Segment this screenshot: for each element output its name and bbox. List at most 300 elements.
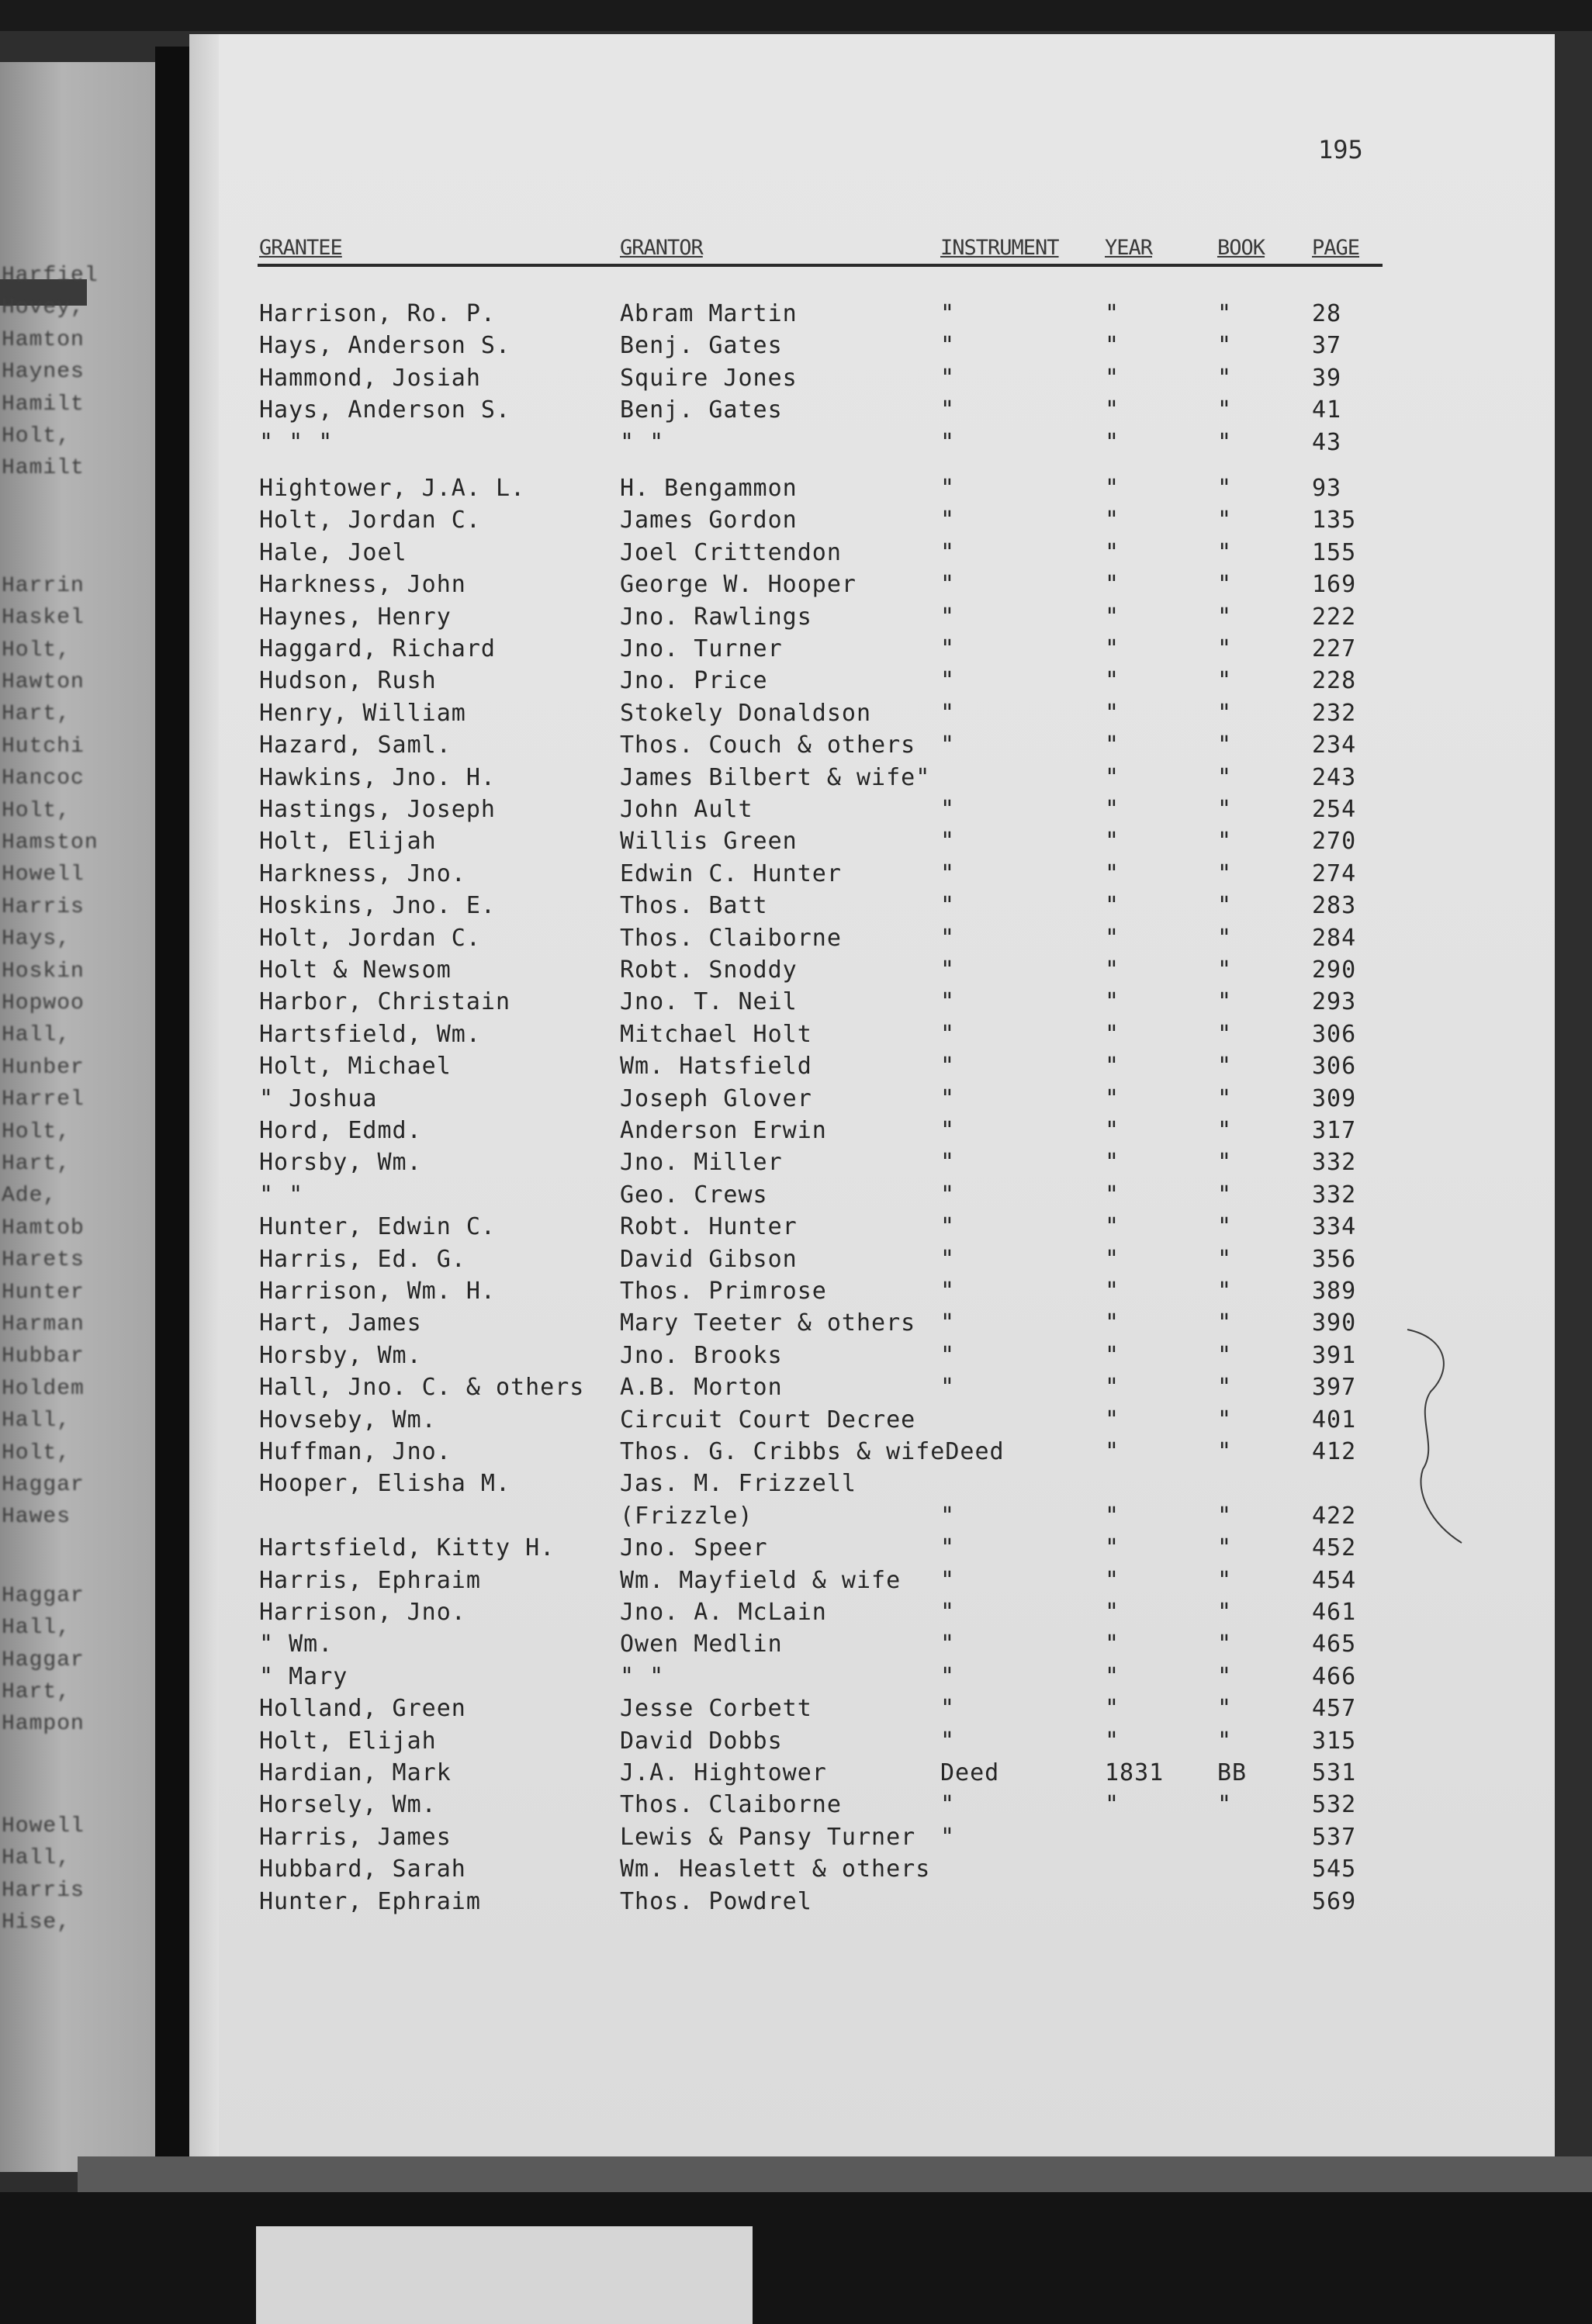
cell-page: 412 <box>1312 1438 1357 1465</box>
cell-book: " <box>1217 988 1233 1016</box>
cell-grantor: Thos. Claiborne <box>620 1791 842 1819</box>
cell-grantee: Harkness, Jno. <box>259 859 466 887</box>
cell-instrument: " <box>940 1823 956 1851</box>
cell-book: " <box>1217 1245 1233 1273</box>
cell-book: " <box>1217 1374 1233 1402</box>
cell-book: " <box>1217 1406 1233 1433</box>
cell-year: " <box>1105 988 1120 1016</box>
table-row <box>189 1693 1555 1724</box>
table-row <box>189 1725 1555 1757</box>
cell-book: " <box>1217 731 1233 759</box>
cell-page: 466 <box>1312 1662 1357 1690</box>
book-gutter <box>155 47 189 2219</box>
cell-year: " <box>1105 1278 1120 1305</box>
cell-book: " <box>1217 796 1233 823</box>
cell-year: 1831 <box>1105 1759 1165 1786</box>
cell-grantee: Hooper, Elisha M. <box>259 1470 511 1498</box>
cell-grantor: Jno. Miller <box>620 1149 783 1177</box>
cell-page: 315 <box>1312 1727 1357 1755</box>
film-strip-bottom <box>78 2156 1592 2192</box>
cell-instrument: " <box>940 1117 956 1144</box>
cell-page: 531 <box>1312 1759 1357 1786</box>
cell-year: " <box>1105 428 1120 456</box>
cell-page: 41 <box>1312 396 1342 424</box>
cell-grantee: Harrison, Jno. <box>259 1599 466 1626</box>
cell-year: " <box>1105 1084 1120 1112</box>
left-page-fragment: Hall, <box>2 1023 71 1048</box>
cell-year: " <box>1105 1566 1120 1594</box>
cell-year: " <box>1105 1309 1120 1337</box>
cell-instrument: " <box>940 828 956 856</box>
cell-year: " <box>1105 1502 1120 1530</box>
cell-instrument: " <box>940 364 956 392</box>
cell-book: " <box>1217 892 1233 920</box>
cell-grantee: Hightower, J.A. L. <box>259 475 526 502</box>
cell-grantor: Jno. Price <box>620 667 768 695</box>
cell-grantor: Thos. Primrose <box>620 1278 827 1305</box>
cell-page: 569 <box>1312 1887 1357 1915</box>
cell-grantor: (Frizzle) <box>620 1502 753 1530</box>
film-border-top <box>0 0 1592 31</box>
cell-page: 284 <box>1312 924 1357 952</box>
cell-page: 28 <box>1312 300 1342 327</box>
cell-grantor: Thos. Batt <box>620 892 768 920</box>
left-page-fragment: Howell <box>2 1814 85 1838</box>
table-row <box>189 569 1555 600</box>
cell-grantee: Henry, William <box>259 699 466 727</box>
cell-year: " <box>1105 1406 1120 1433</box>
table-row <box>189 601 1555 633</box>
cell-grantee: Hays, Anderson S. <box>259 396 511 424</box>
left-facing-page <box>0 62 155 2172</box>
header-grantee: GRANTEE <box>259 236 342 260</box>
cell-instrument: " <box>940 1213 956 1241</box>
cell-grantee: " Wm. <box>259 1631 334 1658</box>
cell-grantor: Benj. Gates <box>620 332 783 360</box>
cell-book: " <box>1217 828 1233 856</box>
cell-book: " <box>1217 396 1233 424</box>
table-row <box>189 1886 1555 1918</box>
cell-year: " <box>1105 538 1120 566</box>
table-row <box>189 825 1555 857</box>
cell-year: " <box>1105 859 1120 887</box>
cell-year: " <box>1105 1727 1120 1755</box>
cell-book: " <box>1217 1020 1233 1048</box>
header-page: PAGE <box>1312 236 1360 260</box>
cell-grantee: Hubbard, Sarah <box>259 1855 466 1883</box>
left-page-fragment: Haggar <box>2 1473 85 1497</box>
cell-page: 306 <box>1312 1020 1357 1048</box>
cell-instrument: " <box>940 1502 956 1530</box>
cell-year: " <box>1105 1374 1120 1402</box>
cell-page: 254 <box>1312 796 1357 823</box>
cell-instrument: " <box>940 332 956 360</box>
cell-grantor: Thos. Claiborne <box>620 924 842 952</box>
cell-grantee: Harrison, Ro. P. <box>259 300 496 327</box>
cell-book: " <box>1217 1053 1233 1081</box>
cell-grantee: Holt, Jordan C. <box>259 924 481 952</box>
cell-grantee: Harris, Ed. G. <box>259 1245 466 1273</box>
cell-year: " <box>1105 1181 1120 1209</box>
cell-instrument: " <box>940 603 956 631</box>
left-page-fragment: Harman <box>2 1312 85 1337</box>
table-row <box>189 394 1555 426</box>
cell-page: 457 <box>1312 1695 1357 1723</box>
cell-grantee: Hays, Anderson S. <box>259 332 511 360</box>
cell-page: 422 <box>1312 1502 1357 1530</box>
header-instrument: INSTRUMENT <box>940 236 1059 260</box>
left-page-fragment: Hamston <box>2 831 99 855</box>
cell-instrument: " <box>940 956 956 984</box>
table-row <box>189 729 1555 761</box>
cell-instrument: " <box>940 1278 956 1305</box>
header-book: BOOK <box>1217 236 1265 260</box>
cell-instrument: " <box>940 731 956 759</box>
table-row <box>189 1243 1555 1275</box>
cell-year: " <box>1105 364 1120 392</box>
cell-grantor: Jno. T. Neil <box>620 988 798 1016</box>
table-row <box>189 1436 1555 1468</box>
left-page-fragment: Hopwoo <box>2 991 85 1015</box>
cell-grantee: Holt, Michael <box>259 1053 452 1081</box>
table-row <box>189 1404 1555 1436</box>
cell-book: " <box>1217 1791 1233 1819</box>
cell-year: " <box>1105 1791 1120 1819</box>
table-row <box>189 1596 1555 1628</box>
cell-year: " <box>1105 1245 1120 1273</box>
cell-book: " <box>1217 1566 1233 1594</box>
table-row <box>189 1340 1555 1371</box>
cell-grantee: Holt & Newsom <box>259 956 452 984</box>
cell-page: 93 <box>1312 475 1342 502</box>
cell-year: " <box>1105 731 1120 759</box>
table-row <box>189 504 1555 536</box>
cell-grantee: Harkness, John <box>259 571 466 599</box>
cell-instrument: " <box>940 1149 956 1177</box>
cell-page: 461 <box>1312 1599 1357 1626</box>
cell-grantee: Hale, Joel <box>259 538 407 566</box>
cell-grantor: Thos. Powdrel <box>620 1887 812 1915</box>
left-page-fragment: Hall, <box>2 1616 71 1641</box>
table-row <box>189 1307 1555 1339</box>
cell-book: " <box>1217 1278 1233 1305</box>
cell-book: " <box>1217 924 1233 952</box>
table-row <box>189 1018 1555 1050</box>
left-page-fragment: Hoskin <box>2 959 85 984</box>
left-page-fragment: Hutchi <box>2 734 85 759</box>
cell-grantor: Geo. Crews <box>620 1181 768 1209</box>
ledger-page <box>189 34 1555 2160</box>
cell-grantor: " " <box>620 1662 665 1690</box>
cell-page: 389 <box>1312 1278 1357 1305</box>
left-page-fragment: Holt, <box>2 424 71 448</box>
cell-year: " <box>1105 1117 1120 1144</box>
table-row <box>189 1275 1555 1307</box>
cell-instrument: " <box>940 1599 956 1626</box>
table-row <box>189 1661 1555 1693</box>
table-row <box>189 1179 1555 1211</box>
left-page-fragment: Ade, <box>2 1184 57 1209</box>
table-row <box>189 1821 1555 1853</box>
cell-book: " <box>1217 1727 1233 1755</box>
cell-grantor: Benj. Gates <box>620 396 783 424</box>
cell-instrument: " <box>940 924 956 952</box>
cell-grantee: Hart, James <box>259 1309 422 1337</box>
film-border-bottom <box>0 2192 1592 2324</box>
left-page-fragment: Hall, <box>2 1846 71 1871</box>
cell-instrument: " <box>940 988 956 1016</box>
cell-book: " <box>1217 1695 1233 1723</box>
left-page-fragment: Hise, <box>2 1911 71 1935</box>
cell-grantor: Owen Medlin <box>620 1631 783 1658</box>
table-row <box>189 954 1555 986</box>
cell-year: " <box>1105 1662 1120 1690</box>
cell-page: 135 <box>1312 507 1357 534</box>
cell-grantor: Stokely Donaldson <box>620 699 872 727</box>
cell-instrument: " <box>940 1631 956 1658</box>
cell-instrument: " <box>940 300 956 327</box>
left-page-fragment: Haggar <box>2 1583 85 1608</box>
cell-page: 243 <box>1312 763 1357 791</box>
cell-book: " <box>1217 1309 1233 1337</box>
cell-instrument: " <box>940 1566 956 1594</box>
cell-instrument: " <box>940 635 956 662</box>
cell-page: 545 <box>1312 1855 1357 1883</box>
cell-page: 390 <box>1312 1309 1357 1337</box>
cell-grantor: Thos. G. Cribbs & wifeDeed <box>620 1438 1005 1465</box>
cell-book: " <box>1217 763 1233 791</box>
cell-book: " <box>1217 1599 1233 1626</box>
cell-grantee: Holt, Elijah <box>259 828 437 856</box>
cell-grantee: Hovseby, Wm. <box>259 1406 437 1433</box>
cell-instrument: " <box>940 1727 956 1755</box>
cell-book: " <box>1217 1084 1233 1112</box>
left-page-fragment: Hart, <box>2 1680 71 1704</box>
cell-instrument: " <box>940 1534 956 1562</box>
page-number: 195 <box>1318 135 1363 164</box>
cell-year: " <box>1105 507 1120 534</box>
cell-grantor: Circuit Court Decree <box>620 1406 916 1433</box>
left-page-fragment: Hays, <box>2 927 71 952</box>
cell-instrument: " <box>940 699 956 727</box>
left-page-fragment: Harets <box>2 1248 85 1273</box>
cell-grantor: Robt. Hunter <box>620 1213 798 1241</box>
cell-grantee: Holt, Jordan C. <box>259 507 481 534</box>
cell-book: " <box>1217 603 1233 631</box>
cell-year: " <box>1105 475 1120 502</box>
cell-grantee: Holt, Elijah <box>259 1727 437 1755</box>
table-row <box>189 922 1555 954</box>
cell-grantor: David Dobbs <box>620 1727 783 1755</box>
cell-book: " <box>1217 956 1233 984</box>
cell-grantee: " " " <box>259 428 334 456</box>
table-row <box>189 1050 1555 1082</box>
cell-grantee: " Mary <box>259 1662 348 1690</box>
cell-grantee: Hunter, Ephraim <box>259 1887 481 1915</box>
cell-year: " <box>1105 635 1120 662</box>
table-row <box>189 1371 1555 1403</box>
cell-grantee: Hartsfield, Kitty H. <box>259 1534 555 1562</box>
cell-instrument: " <box>940 1084 956 1112</box>
cell-grantee: " Joshua <box>259 1084 378 1112</box>
cell-grantor: Abram Martin <box>620 300 798 327</box>
cell-instrument: " <box>940 1374 956 1402</box>
left-page-fragment: Holt, <box>2 1440 71 1465</box>
cell-grantor: Wm. Hatsfield <box>620 1053 812 1081</box>
cell-page: 401 <box>1312 1406 1357 1433</box>
cell-page: 293 <box>1312 988 1357 1016</box>
cell-book: " <box>1217 699 1233 727</box>
cell-grantor: Edwin C. Hunter <box>620 859 842 887</box>
table-row <box>189 1115 1555 1146</box>
cell-grantee: Hall, Jno. C. & others <box>259 1374 585 1402</box>
cell-instrument: " <box>940 667 956 695</box>
cell-instrument: " <box>940 428 956 456</box>
cell-grantor: Jno. Brooks <box>620 1341 783 1369</box>
cell-book: BB <box>1217 1759 1248 1786</box>
table-row <box>189 1789 1555 1821</box>
cell-instrument: " <box>940 475 956 502</box>
cell-grantor: Wm. Mayfield & wife <box>620 1566 902 1594</box>
cell-grantee: Hardian, Mark <box>259 1759 452 1786</box>
header-grantor: GRANTOR <box>620 236 703 260</box>
cell-grantor: Jno. Turner <box>620 635 783 662</box>
table-row <box>189 472 1555 504</box>
cell-grantor: Anderson Erwin <box>620 1117 827 1144</box>
cell-book: " <box>1217 364 1233 392</box>
cell-page: 234 <box>1312 731 1357 759</box>
cell-instrument: " <box>940 1791 956 1819</box>
cell-book: " <box>1217 1181 1233 1209</box>
cell-grantee: Hazard, Saml. <box>259 731 452 759</box>
cell-grantor: H. Bengammon <box>620 475 798 502</box>
cell-grantee: Haynes, Henry <box>259 603 452 631</box>
left-page-fragment: Hart, <box>2 702 71 727</box>
cell-year: " <box>1105 396 1120 424</box>
cell-page: 452 <box>1312 1534 1357 1562</box>
cell-instrument: " <box>940 571 956 599</box>
left-page-fragment: Harfiel <box>2 264 99 288</box>
cell-grantor: Joel Crittendon <box>620 538 842 566</box>
cell-grantor: George W. Hooper <box>620 571 857 599</box>
left-page-fragment: Holdem <box>2 1376 85 1401</box>
cell-grantor: A.B. Morton <box>620 1374 783 1402</box>
cell-year: " <box>1105 828 1120 856</box>
left-page-fragment: Holt, <box>2 638 71 662</box>
ledger-table-body <box>189 34 1555 2160</box>
cell-grantee: Harris, Ephraim <box>259 1566 481 1594</box>
table-row <box>189 697 1555 729</box>
cell-grantor: Robt. Snoddy <box>620 956 798 984</box>
cell-year: " <box>1105 763 1120 791</box>
left-page-fragment: Hunter <box>2 1280 85 1305</box>
cell-instrument: Deed <box>940 1759 1000 1786</box>
cell-page: 39 <box>1312 364 1342 392</box>
cell-year: " <box>1105 956 1120 984</box>
cell-year: " <box>1105 1020 1120 1048</box>
cell-book: " <box>1217 332 1233 360</box>
cell-grantor: John Ault <box>620 796 753 823</box>
cell-grantee: Hunter, Edwin C. <box>259 1213 496 1241</box>
left-page-fragment: Hubbar <box>2 1344 85 1369</box>
cell-instrument: " <box>940 892 956 920</box>
left-page-fragment: Hall, <box>2 1409 71 1433</box>
table-row <box>189 986 1555 1018</box>
cell-page: 306 <box>1312 1053 1357 1081</box>
table-row <box>189 858 1555 890</box>
cell-book: " <box>1217 538 1233 566</box>
left-page-fragment: Harris <box>2 894 85 919</box>
table-row <box>189 794 1555 825</box>
cell-page: 232 <box>1312 699 1357 727</box>
cell-instrument: " <box>940 507 956 534</box>
cell-instrument: " <box>940 1695 956 1723</box>
table-row <box>189 1083 1555 1115</box>
cell-page: 169 <box>1312 571 1357 599</box>
cell-year: " <box>1105 571 1120 599</box>
left-page-fragment: Haynes <box>2 360 85 385</box>
table-row <box>189 665 1555 697</box>
left-page-fragment: Hamilt <box>2 392 85 417</box>
left-page-fragment: Hancoc <box>2 766 85 791</box>
cell-grantee: Harrison, Wm. H. <box>259 1278 496 1305</box>
cell-page: 37 <box>1312 332 1342 360</box>
cell-grantee: Horsby, Wm. <box>259 1149 422 1177</box>
cell-page: 397 <box>1312 1374 1357 1402</box>
cell-grantee: Hastings, Joseph <box>259 796 496 823</box>
table-row <box>189 1565 1555 1596</box>
cell-book: " <box>1217 1213 1233 1241</box>
table-row <box>189 1628 1555 1660</box>
table-row <box>189 1500 1555 1532</box>
left-page-fragment: Harrin <box>2 573 85 598</box>
cell-grantor: Joseph Glover <box>620 1084 812 1112</box>
cell-page: 391 <box>1312 1341 1357 1369</box>
cell-grantee: Harris, James <box>259 1823 452 1851</box>
left-page-fragment: Hamtob <box>2 1216 85 1240</box>
cell-page: 334 <box>1312 1213 1357 1241</box>
cell-grantee: Hudson, Rush <box>259 667 437 695</box>
cell-grantor: James Bilbert & wife" <box>620 763 931 791</box>
cell-instrument: " <box>940 1053 956 1081</box>
table-row <box>189 762 1555 794</box>
left-page-fragment: Holt, <box>2 798 71 823</box>
cell-book: " <box>1217 428 1233 456</box>
left-page-fragment: Hamton <box>2 327 85 352</box>
cell-grantee: Hord, Edmd. <box>259 1117 422 1144</box>
cell-book: " <box>1217 1502 1233 1530</box>
cell-page: 227 <box>1312 635 1357 662</box>
cell-grantor: David Gibson <box>620 1245 798 1273</box>
cell-instrument: " <box>940 796 956 823</box>
cell-grantor: Jno. Speer <box>620 1534 768 1562</box>
table-row <box>189 362 1555 394</box>
cell-year: " <box>1105 667 1120 695</box>
cell-year: " <box>1105 1341 1120 1369</box>
cell-grantor: " " <box>620 428 665 456</box>
left-page-fragment: Hampon <box>2 1712 85 1737</box>
table-row <box>189 537 1555 569</box>
cell-page: 532 <box>1312 1791 1357 1819</box>
cell-grantee: Horsby, Wm. <box>259 1341 422 1369</box>
cell-book: " <box>1217 1149 1233 1177</box>
cell-grantee: Hawkins, Jno. H. <box>259 763 496 791</box>
cell-grantee: Hammond, Josiah <box>259 364 481 392</box>
cell-grantor: James Gordon <box>620 507 798 534</box>
cell-grantor: Mitchael Holt <box>620 1020 812 1048</box>
table-row <box>189 298 1555 330</box>
cell-grantor: Jas. M. Frizzell <box>620 1470 857 1498</box>
